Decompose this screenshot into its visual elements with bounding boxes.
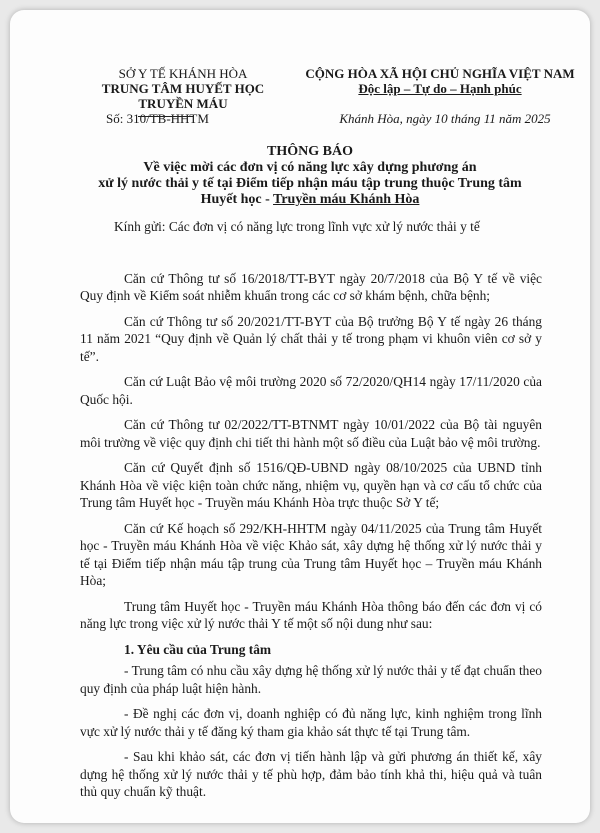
title-line3-underlined: Truyền máu Khánh Hòa <box>273 192 420 207</box>
requirement-item: - Đề nghị các đơn vị, doanh nghiệp có đủ năng lực, kinh nghiệm trong lĩnh vực xử lý nước thải y tế đăng ký tham gia khảo sát thực tế tại Trung tâm. <box>80 706 542 739</box>
document-title <box>50 144 570 208</box>
legal-basis-paragraph: Căn cứ Kế hoạch số 292/KH-HHTM ngày 04/11/2025 của Trung tâm Huyết học - Truyền máu Khánh Hòa về việc Khảo sát, xây dựng hệ thống xử lý nước thải y tế tại Điểm tiếp nhận máu tập trung của Trung tâm Huyết học – Truyền máu Khánh Hòa; <box>80 520 542 588</box>
title-subject-line3 <box>50 192 570 208</box>
title-line3-plain: Huyết học - <box>200 192 274 207</box>
requirement-item: - Trung tâm có nhu cầu xây dựng hệ thống xử lý nước thải y tế đạt chuẩn theo quy định của pháp luật hiện hành. <box>80 663 542 696</box>
section-1-title: 1. Yêu cầu của Trung tâm <box>124 641 272 657</box>
document-number: Số: 310/TB-HHTM <box>106 111 209 126</box>
greeting: Kính gửi: Các đơn vị có năng lực trong lĩnh vực xử lý nước thải y tế <box>114 219 480 234</box>
issuer-block <box>88 66 278 126</box>
national-header <box>295 66 585 96</box>
country-name: CỘNG HÒA XÃ HỘI CHỦ NGHĨA VIỆT NAM <box>305 66 575 81</box>
requirement-item: - Sau khi khảo sát, các đơn vị tiến hành lập và gửi phương án thiết kế, xây dựng hệ thống xử lý nước thải y tế phù hợp, đảm bảo tính khả thi, hiệu quả và tuân thủ quy chuẩn kỹ thuật. <box>80 749 542 799</box>
legal-basis-paragraph: Căn cứ Luật Bảo vệ môi trường 2020 số 72/2020/QH14 ngày 17/11/2020 của Quốc hội. <box>80 374 542 407</box>
announcement-intro: Trung tâm Huyết học - Truyền máu Khánh Hòa thông báo đến các đơn vị có năng lực trong việc xử lý nước thải Y tế một số nội dung như sau: <box>80 598 542 631</box>
parent-agency: SỞ Y TẾ KHÁNH HÒA <box>118 66 248 81</box>
title-subject-line2: xử lý nước thải y tế tại Điểm tiếp nhận máu tập trung thuộc Trung tâm <box>98 176 522 191</box>
issuer-underline <box>138 116 194 117</box>
legal-basis-paragraph: Căn cứ Quyết định số 1516/QĐ-UBND ngày 08/10/2025 của UBND tỉnh Khánh Hòa về việc kiện toàn chức năng, nhiệm vụ, quyền hạn và cơ cấu tổ chức của Trung tâm Huyết học - Truyền máu Khánh Hòa trực thuộc Sở Y tế; <box>80 460 542 510</box>
issuer-name-line2: TRUYỀN MÁU <box>138 96 228 111</box>
title-heading: THÔNG BÁO <box>267 144 353 159</box>
document-page <box>10 10 590 823</box>
document-body <box>80 218 542 809</box>
issuer-name-line1: TRUNG TÂM HUYẾT HỌC <box>101 81 265 96</box>
legal-basis-paragraph: Căn cứ Thông tư 02/2022/TT-BTNMT ngày 10/01/2022 của Bộ tài nguyên môi trường về việc quy định chi tiết thi hành một số điều của Luật bảo vệ môi trường. <box>80 417 542 450</box>
issue-date: Khánh Hòa, ngày 10 tháng 11 năm 2025 <box>339 111 551 126</box>
legal-basis-paragraph: Căn cứ Thông tư số 20/2021/TT-BYT của Bộ trưởng Bộ Y tế ngày 26 tháng 11 năm 2021 “Quy định về Quản lý chất thải y tế trong phạm vi khuôn viên cơ sở y tế”. <box>80 313 542 364</box>
title-subject-line1: Về việc mời các đơn vị có năng lực xây dựng phương án <box>143 160 477 175</box>
national-motto: Độc lập – Tự do – Hạnh phúc <box>358 81 522 96</box>
legal-basis-paragraph: Căn cứ Thông tư số 16/2018/TT-BYT ngày 20/7/2018 của Bộ Y tế về việc Quy định về Kiểm soát nhiễm khuẩn trong các cơ sở khám bệnh, chữa bệnh; <box>80 270 542 303</box>
